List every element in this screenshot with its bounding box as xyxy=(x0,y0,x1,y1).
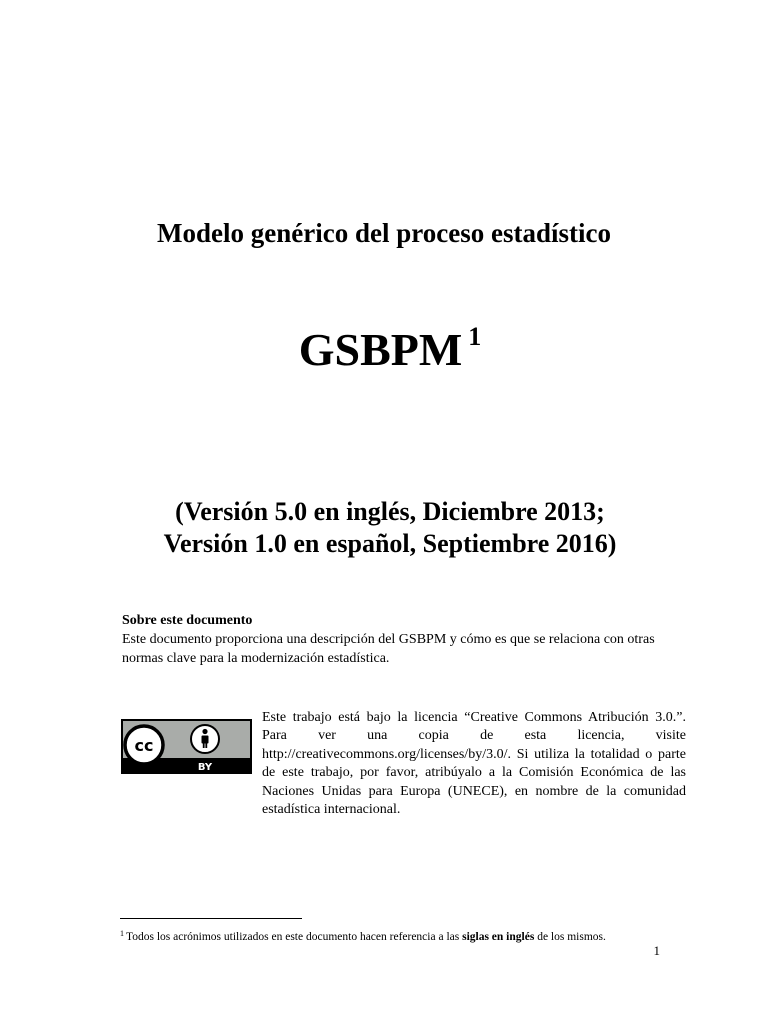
footnote-text-bold: siglas en inglés xyxy=(462,931,535,943)
version-line-spanish: Versión 1.0 en español, Septiembre 2016) xyxy=(163,529,617,558)
footnote-marker: 1 xyxy=(120,929,124,938)
about-heading: Sobre este documento xyxy=(122,613,253,628)
version-block xyxy=(0,496,768,560)
document-subtitle: Modelo genérico del proceso estadístico xyxy=(157,218,611,248)
page-number: 1 xyxy=(653,943,660,958)
footnote-text-end: de los mismos. xyxy=(534,931,606,943)
footnote-separator xyxy=(120,918,302,919)
document-title xyxy=(0,302,768,385)
footnote xyxy=(120,926,680,945)
cc-by-logo-icon xyxy=(121,719,252,774)
about-section xyxy=(122,611,682,668)
cc-badge-left-label: cc xyxy=(134,736,154,755)
title-footnote-marker: 1 xyxy=(468,322,482,351)
cc-badge-by-label: BY xyxy=(197,762,213,773)
footnote-text-start: Todos los acrónimos utilizados en este documento hacen referencia a las xyxy=(126,931,463,943)
license-text: Este trabajo está bajo la licencia “Creative Commons Atribución 3.0.”. Para ver una copia de esta licencia, visite http://creativecommons.org/licenses/by/3.0/. Si utiliza la totalidad o parte de este trabajo, por favor, atribúyalo a la Comisión Económica de las Naciones Unidas para Europa (UNECE), en nombre de la comunidad estadística internacional. xyxy=(262,710,686,818)
cc-by-license-badge xyxy=(121,719,252,774)
about-text: Este documento proporciona una descripción del GSBPM y cómo es que se relaciona con otras normas clave para la modernización estadística. xyxy=(122,632,655,666)
document-title-text: GSBPM xyxy=(298,324,463,375)
version-line-english: (Versión 5.0 en inglés, Diciembre 2013; xyxy=(175,497,605,526)
